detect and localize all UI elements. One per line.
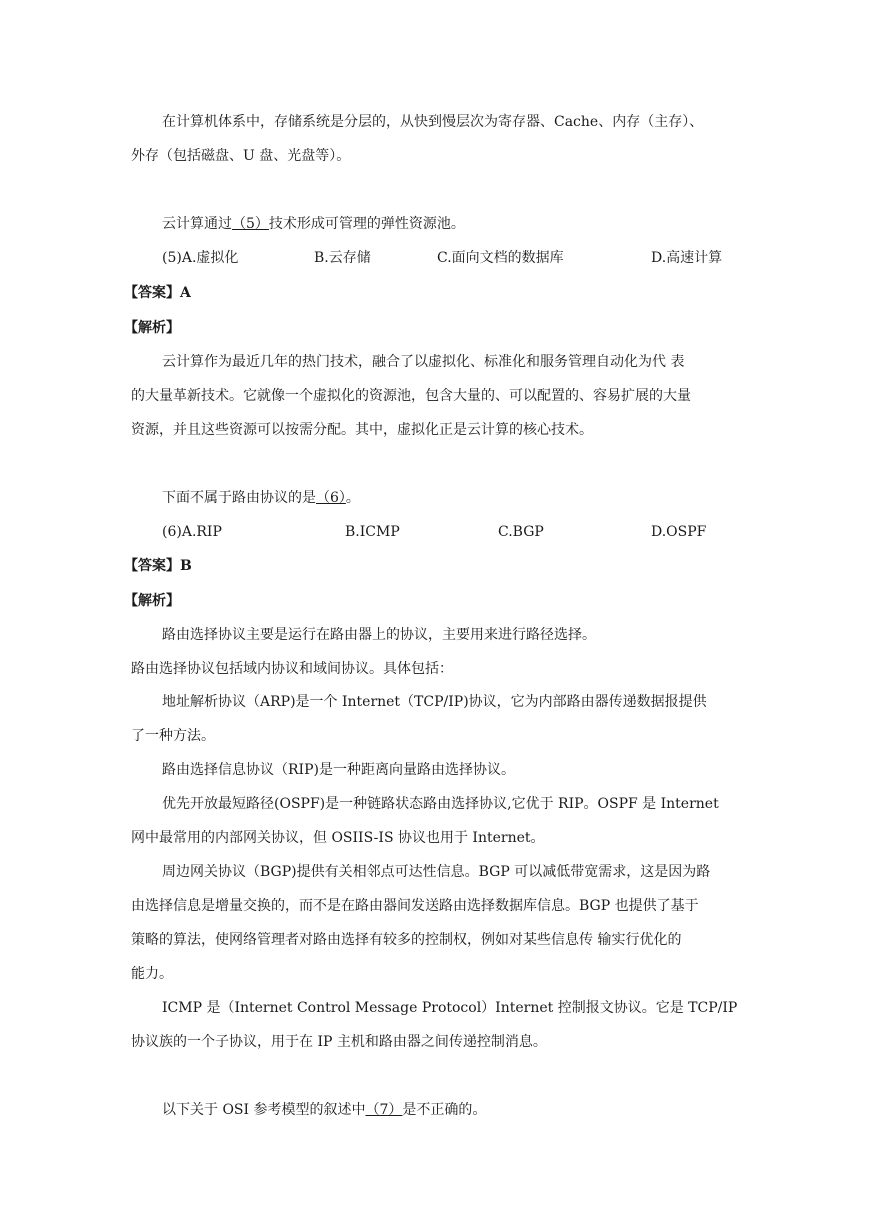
q6-analysis-line-5: 路由选择信息协议（RIP)是一种距离向量路由选择协议。 <box>162 762 515 778</box>
q6-analysis-line-9: 由选择信息是增量交换的，而不是在路由器间发送路由选择数据库信息。BGP 也提供了基于 <box>131 898 699 914</box>
q5-answer-label: 【答案】A <box>124 285 191 301</box>
intro-line-2: 外存（包括磁盘、U 盘、光盘等）。 <box>131 148 351 164</box>
q6-option-a: (6)A.RIP <box>162 524 222 540</box>
q6-answer-label: 【答案】B <box>124 558 192 574</box>
q6-option-c: C.BGP <box>498 524 544 540</box>
q6-analysis-line-11: 能力。 <box>131 966 173 982</box>
q6-stem-after: 。 <box>345 490 360 506</box>
q6-analysis-line-1: 路由选择协议主要是运行在路由器上的协议，主要用来进行路径选择。 <box>162 627 596 643</box>
q6-analysis-label: 【解析】 <box>124 593 180 609</box>
q6-analysis-line-10: 策略的算法，使网络管理者对路由选择有较多的控制权，例如对某些信息传 输实行优化的 <box>131 932 682 948</box>
q5-analysis-line-2: 的大量革新技术。它就像一个虚拟化的资源池，包含大量的、可以配置的、容易扩展的大量 <box>131 388 691 404</box>
q5-analysis-label: 【解析】 <box>124 320 180 336</box>
q5-option-d: D.高速计算 <box>651 250 723 266</box>
q6-analysis-line-12: ICMP 是（Internet Control Message Protocol）Internet 控制报文协议。它是 TCP/IP <box>162 1000 738 1016</box>
q7-stem <box>162 1100 486 1120</box>
q5-analysis-line-1: 云计算作为最近几年的热门技术，融合了以虚拟化、标准化和服务管理自动化为代 表 <box>162 354 685 370</box>
q5-stem <box>162 214 465 234</box>
q6-option-d: D.OSPF <box>651 524 707 540</box>
q7-blank: （7） <box>365 1102 403 1118</box>
q5-option-c: C.面向文档的数据库 <box>437 250 564 266</box>
q6-analysis-line-3: 地址解析协议（ARP)是一个 Internet（TCP/IP)协议，它为内部路由器传递数据报提供 <box>162 694 707 710</box>
q5-blank: （5） <box>232 216 269 232</box>
q5-option-a: (5)A.虚拟化 <box>162 250 239 266</box>
q7-stem-before: 以下关于 OSI 参考模型的叙述中 <box>162 1102 366 1118</box>
q6-analysis-line-4: 了一种方法。 <box>131 728 215 744</box>
q5-option-b: B.云存储 <box>314 250 371 266</box>
q5-stem-after: 技术形成可管理的弹性资源池。 <box>268 216 465 232</box>
q6-option-b: B.ICMP <box>345 524 400 540</box>
intro-line-1: 在计算机体系中，存储系统是分层的，从快到慢层次为寄存器、Cache、内存（主存）、 <box>162 114 704 130</box>
q6-analysis-line-6: 优先开放最短路径(OSPF)是一种链路状态路由选择协议,它优于 RIP。OSPF 是 Internet <box>162 796 719 812</box>
q6-analysis-line-8: 周边网关协议（BGP)提供有关相邻点可达性信息。BGP 可以减低带宽需求，这是因为路 <box>162 864 711 880</box>
q5-stem-before: 云计算通过 <box>162 216 232 232</box>
q7-stem-after: 是不正确的。 <box>402 1102 487 1118</box>
q5-analysis-line-3: 资源，并且这些资源可以按需分配。其中，虚拟化正是云计算的核心技术。 <box>131 422 593 438</box>
q6-blank: （6） <box>316 490 346 506</box>
q6-analysis-line-2: 路由选择协议包括域内协议和域间协议。具体包括： <box>131 661 453 677</box>
q6-stem <box>162 488 360 508</box>
q6-analysis-line-7: 网中最常用的内部网关协议，但 OSIIS-IS 协议也用于 Internet。 <box>131 830 545 846</box>
q6-stem-before: 下面不属于路由协议的是 <box>162 490 316 506</box>
q6-analysis-line-13: 协议族的一个子协议，用于在 IP 主机和路由器之间传递控制消息。 <box>131 1034 547 1050</box>
